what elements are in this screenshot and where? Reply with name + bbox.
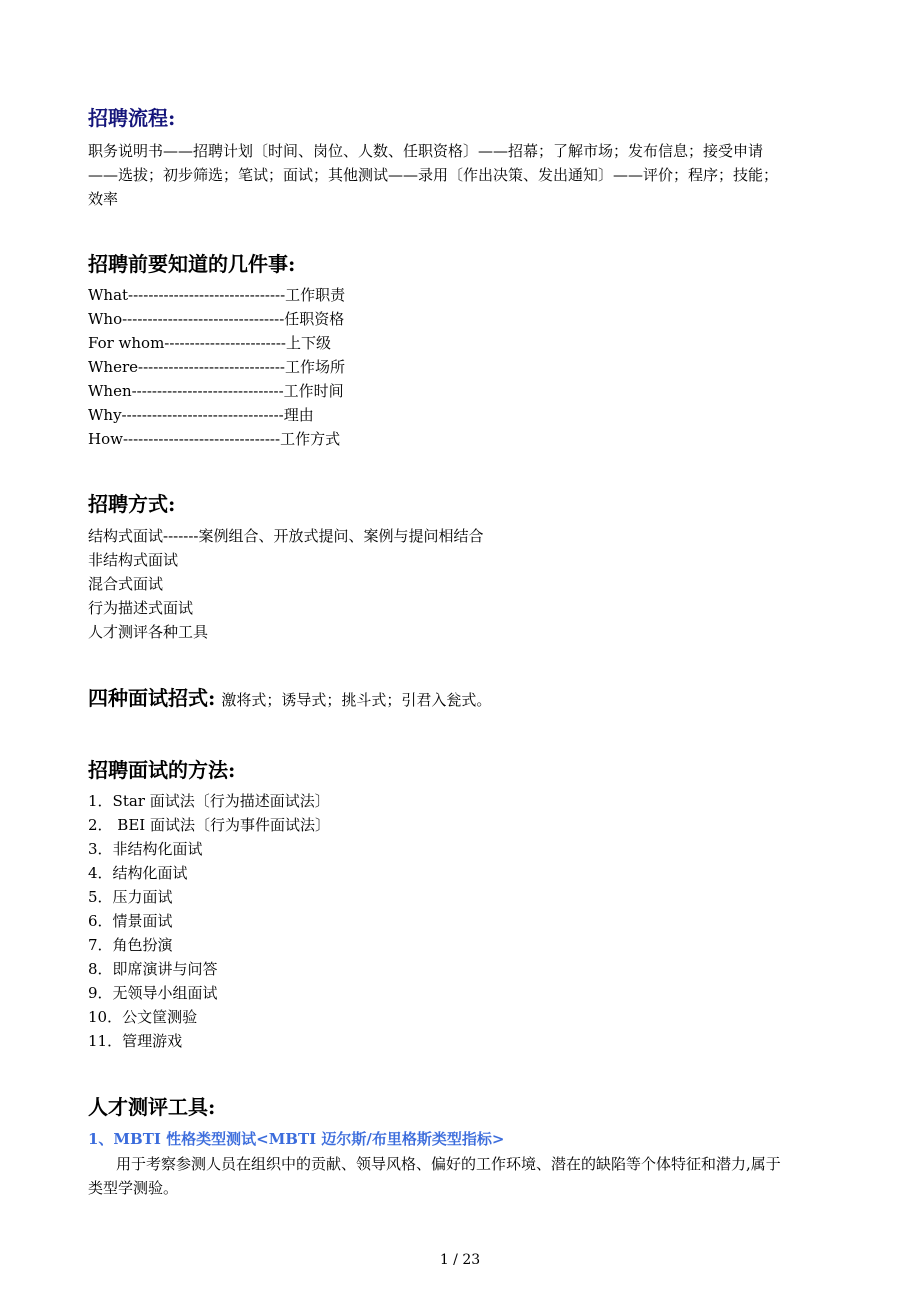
section-heading-interview-methods: 招聘面试的方法: xyxy=(88,758,236,782)
paragraph-line: 效率 xyxy=(88,190,119,208)
interview-styles-text: 激将式；诱导式；挑斗式；引君入瓮式。 xyxy=(221,691,492,709)
list-item: 11．管理游戏 xyxy=(88,1032,183,1050)
list-item: Why--------------------------------理由 xyxy=(88,406,314,424)
paragraph-line: 职务说明书——招聘计划〔时间、岗位、人数、任职资格〕——招幕；了解市场；发布信息；接受申请 xyxy=(88,142,764,160)
list-item: 混合式面试 xyxy=(88,575,164,593)
list-item: 3．非结构化面试 xyxy=(88,840,203,858)
paragraph-line: 用于考察参测人员在组织中的贡献、领导风格、偏好的工作环境、潜在的缺陷等个体特征和潜力,属于 xyxy=(116,1155,781,1173)
list-item: When------------------------------工作时间 xyxy=(88,382,344,400)
list-item: 5．压力面试 xyxy=(88,888,173,906)
section-heading-assessment-tools: 人才测评工具: xyxy=(88,1095,216,1119)
list-item: 1．Star 面试法〔行为描述面试法〕 xyxy=(88,792,330,810)
paragraph-line: 类型学测验。 xyxy=(88,1179,179,1197)
list-item: 非结构式面试 xyxy=(88,551,179,569)
list-item: 9．无领导小组面试 xyxy=(88,984,218,1002)
list-item: 结构式面试-------案例组合、开放式提问、案例与提问相结合 xyxy=(88,527,484,545)
list-item: How-------------------------------工作方式 xyxy=(88,430,341,448)
section-heading-label: 四种面试招式: xyxy=(88,686,216,710)
list-item: 10．公文筐测验 xyxy=(88,1008,198,1026)
list-item: What-------------------------------工作职责 xyxy=(88,286,346,304)
list-item: Where-----------------------------工作场所 xyxy=(88,358,345,376)
subheading-mbti: 1、MBTI 性格类型测试<MBTI 迈尔斯/布里格斯类型指标> xyxy=(88,1130,505,1148)
section-heading-things-to-know: 招聘前要知道的几件事: xyxy=(88,252,296,276)
list-item: 8．即席演讲与问答 xyxy=(88,960,218,978)
paragraph-line: ——选拔；初步筛选；笔试；面试；其他测试——录用〔作出决策、发出通知〕——评价；程序；技能； xyxy=(88,166,779,184)
section-heading-recruitment-process: 招聘流程: xyxy=(88,106,176,130)
list-item: 人才测评各种工具 xyxy=(88,623,209,641)
list-item: Who--------------------------------任职资格 xyxy=(88,310,345,328)
list-item: 行为描述式面试 xyxy=(88,599,194,617)
list-item: 4．结构化面试 xyxy=(88,864,188,882)
list-item: For whom------------------------上下级 xyxy=(88,334,331,352)
section-heading-recruitment-methods: 招聘方式: xyxy=(88,492,176,516)
page-number: 1 / 23 xyxy=(439,1252,481,1268)
section-heading-interview-styles xyxy=(88,682,491,711)
list-item: 2． BEI 面试法〔行为事件面试法〕 xyxy=(88,816,330,834)
list-item: 6．情景面试 xyxy=(88,912,173,930)
list-item: 7．角色扮演 xyxy=(88,936,173,954)
